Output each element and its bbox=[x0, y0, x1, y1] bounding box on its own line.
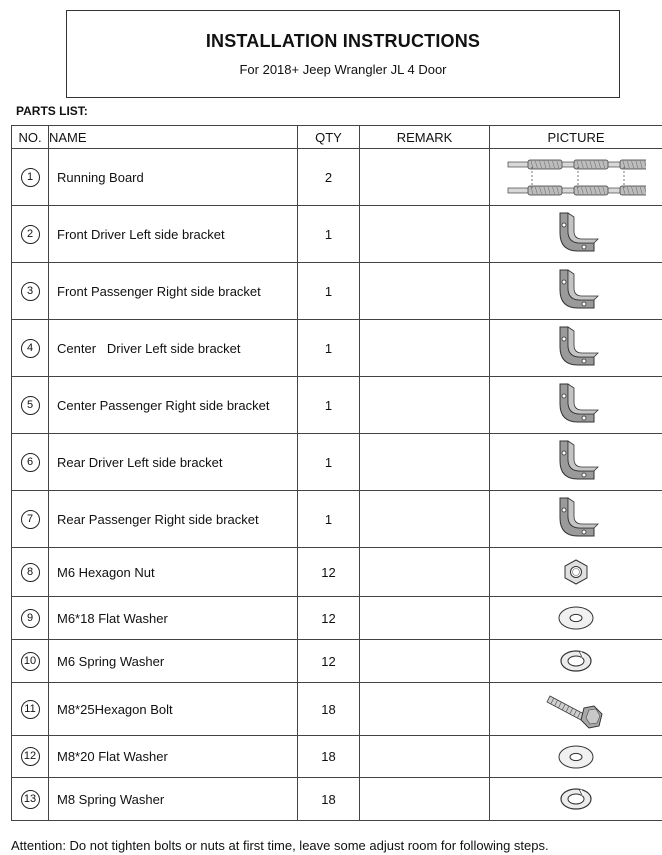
part-qty: 12 bbox=[298, 548, 360, 597]
bracket-icon bbox=[490, 437, 662, 487]
part-qty: 1 bbox=[298, 263, 360, 320]
part-number-cell bbox=[12, 778, 49, 821]
part-number-cell bbox=[12, 640, 49, 683]
part-number-cell bbox=[12, 206, 49, 263]
part-remark bbox=[360, 548, 490, 597]
bracket-icon bbox=[490, 380, 662, 430]
part-name: M8*20 Flat Washer bbox=[57, 749, 168, 764]
flat-washer-icon bbox=[490, 604, 662, 632]
parts-list-label: PARTS LIST: bbox=[16, 104, 88, 118]
part-number: 7 bbox=[21, 510, 40, 529]
part-number-cell bbox=[12, 377, 49, 434]
part-name-cell bbox=[49, 377, 298, 434]
table-row bbox=[12, 683, 662, 736]
part-qty: 1 bbox=[298, 377, 360, 434]
column-header-no: NO. bbox=[12, 126, 49, 149]
part-name: Rear Driver Left side bracket bbox=[57, 454, 223, 470]
part-qty: 2 bbox=[298, 149, 360, 206]
column-header-picture: PICTURE bbox=[490, 126, 662, 149]
part-name: M8*25Hexagon Bolt bbox=[57, 701, 173, 717]
column-header-qty: QTY bbox=[298, 126, 360, 149]
spring-washer-icon bbox=[490, 646, 662, 676]
table-row bbox=[12, 640, 662, 683]
part-remark bbox=[360, 491, 490, 548]
part-number: 10 bbox=[21, 652, 40, 671]
hex-bolt-icon bbox=[490, 686, 662, 732]
part-name: Center Driver Left side bracket bbox=[57, 340, 241, 356]
part-picture-cell bbox=[490, 597, 662, 640]
part-number: 1 bbox=[21, 168, 40, 187]
part-number: 8 bbox=[21, 563, 40, 582]
part-name: Running Board bbox=[57, 169, 144, 185]
part-name: M6 Hexagon Nut bbox=[57, 564, 155, 580]
part-picture-cell bbox=[490, 640, 662, 683]
part-remark bbox=[360, 434, 490, 491]
part-picture-cell bbox=[490, 206, 662, 263]
table-row bbox=[12, 377, 662, 434]
part-qty: 18 bbox=[298, 736, 360, 778]
part-name-cell bbox=[49, 206, 298, 263]
part-name: Front Driver Left side bracket bbox=[57, 226, 225, 242]
part-number: 5 bbox=[21, 396, 40, 415]
bracket-icon bbox=[490, 494, 662, 544]
part-picture-cell bbox=[490, 683, 662, 736]
part-qty: 1 bbox=[298, 434, 360, 491]
part-qty: 1 bbox=[298, 206, 360, 263]
part-number: 2 bbox=[21, 225, 40, 244]
part-number-cell bbox=[12, 491, 49, 548]
column-header-remark: REMARK bbox=[360, 126, 490, 149]
part-number: 6 bbox=[21, 453, 40, 472]
part-qty: 1 bbox=[298, 491, 360, 548]
table-row bbox=[12, 736, 662, 778]
table-row bbox=[12, 548, 662, 597]
part-name-cell bbox=[49, 548, 298, 597]
part-remark bbox=[360, 377, 490, 434]
part-number: 11 bbox=[21, 700, 40, 719]
part-picture-cell bbox=[490, 377, 662, 434]
part-picture-cell bbox=[490, 434, 662, 491]
part-qty: 1 bbox=[298, 320, 360, 377]
table-header-row bbox=[12, 126, 662, 149]
part-name-cell bbox=[49, 778, 298, 821]
part-qty: 12 bbox=[298, 640, 360, 683]
flat-washer-icon bbox=[490, 743, 662, 771]
document-title: INSTALLATION INSTRUCTIONS bbox=[205, 31, 481, 51]
part-name-cell bbox=[49, 491, 298, 548]
part-name: M8 Spring Washer bbox=[57, 791, 165, 807]
part-number: 12 bbox=[21, 747, 40, 766]
part-name-cell bbox=[49, 736, 298, 778]
running-board-icon bbox=[490, 154, 662, 200]
part-qty: 18 bbox=[298, 778, 360, 821]
part-remark bbox=[360, 683, 490, 736]
table-row bbox=[12, 320, 662, 377]
part-picture-cell bbox=[490, 778, 662, 821]
part-number: 9 bbox=[21, 609, 40, 628]
part-number: 4 bbox=[21, 339, 40, 358]
part-picture-cell bbox=[490, 736, 662, 778]
part-remark bbox=[360, 640, 490, 683]
part-name: Front Passenger Right side bracket bbox=[57, 283, 261, 299]
table-row bbox=[12, 434, 662, 491]
table-row bbox=[12, 491, 662, 548]
document-subtitle: For 2018+ Jeep Wrangler JL 4 Door bbox=[239, 62, 447, 77]
part-number: 13 bbox=[21, 790, 40, 809]
part-name-cell bbox=[49, 640, 298, 683]
part-name: Center Passenger Right side bracket bbox=[57, 397, 270, 413]
part-name-cell bbox=[49, 263, 298, 320]
part-number-cell bbox=[12, 683, 49, 736]
title-box bbox=[66, 10, 620, 98]
bracket-icon bbox=[490, 323, 662, 373]
part-remark bbox=[360, 597, 490, 640]
spring-washer-icon bbox=[490, 784, 662, 814]
part-remark bbox=[360, 263, 490, 320]
table-row bbox=[12, 597, 662, 640]
table-row bbox=[12, 206, 662, 263]
part-picture-cell bbox=[490, 149, 662, 206]
part-picture-cell bbox=[490, 548, 662, 597]
part-name-cell bbox=[49, 320, 298, 377]
part-name: Rear Passenger Right side bracket bbox=[57, 511, 259, 527]
part-name-cell bbox=[49, 597, 298, 640]
part-number: 3 bbox=[21, 282, 40, 301]
part-remark bbox=[360, 149, 490, 206]
part-number-cell bbox=[12, 149, 49, 206]
part-number-cell bbox=[12, 434, 49, 491]
table-row bbox=[12, 149, 662, 206]
part-remark bbox=[360, 320, 490, 377]
attention-note: Attention: Do not tighten bolts or nuts at first time, leave some adjust room for following steps. bbox=[11, 838, 549, 853]
bracket-icon bbox=[490, 266, 662, 316]
part-qty: 12 bbox=[298, 597, 360, 640]
part-remark bbox=[360, 778, 490, 821]
part-name: M6*18 Flat Washer bbox=[57, 610, 168, 626]
part-picture-cell bbox=[490, 491, 662, 548]
column-header-name: NAME bbox=[49, 126, 298, 149]
part-number-cell bbox=[12, 548, 49, 597]
bracket-icon bbox=[490, 209, 662, 259]
part-picture-cell bbox=[490, 320, 662, 377]
part-name-cell bbox=[49, 434, 298, 491]
parts-table bbox=[11, 125, 662, 821]
table-row bbox=[12, 778, 662, 821]
part-remark bbox=[360, 206, 490, 263]
part-remark bbox=[360, 736, 490, 778]
part-number-cell bbox=[12, 736, 49, 778]
part-picture-cell bbox=[490, 263, 662, 320]
table-row bbox=[12, 263, 662, 320]
part-number-cell bbox=[12, 597, 49, 640]
hex-nut-icon bbox=[490, 557, 662, 587]
part-name: M6 Spring Washer bbox=[57, 653, 165, 669]
part-number-cell bbox=[12, 263, 49, 320]
part-name-cell bbox=[49, 149, 298, 206]
part-name-cell bbox=[49, 683, 298, 736]
part-qty: 18 bbox=[298, 683, 360, 736]
part-number-cell bbox=[12, 320, 49, 377]
